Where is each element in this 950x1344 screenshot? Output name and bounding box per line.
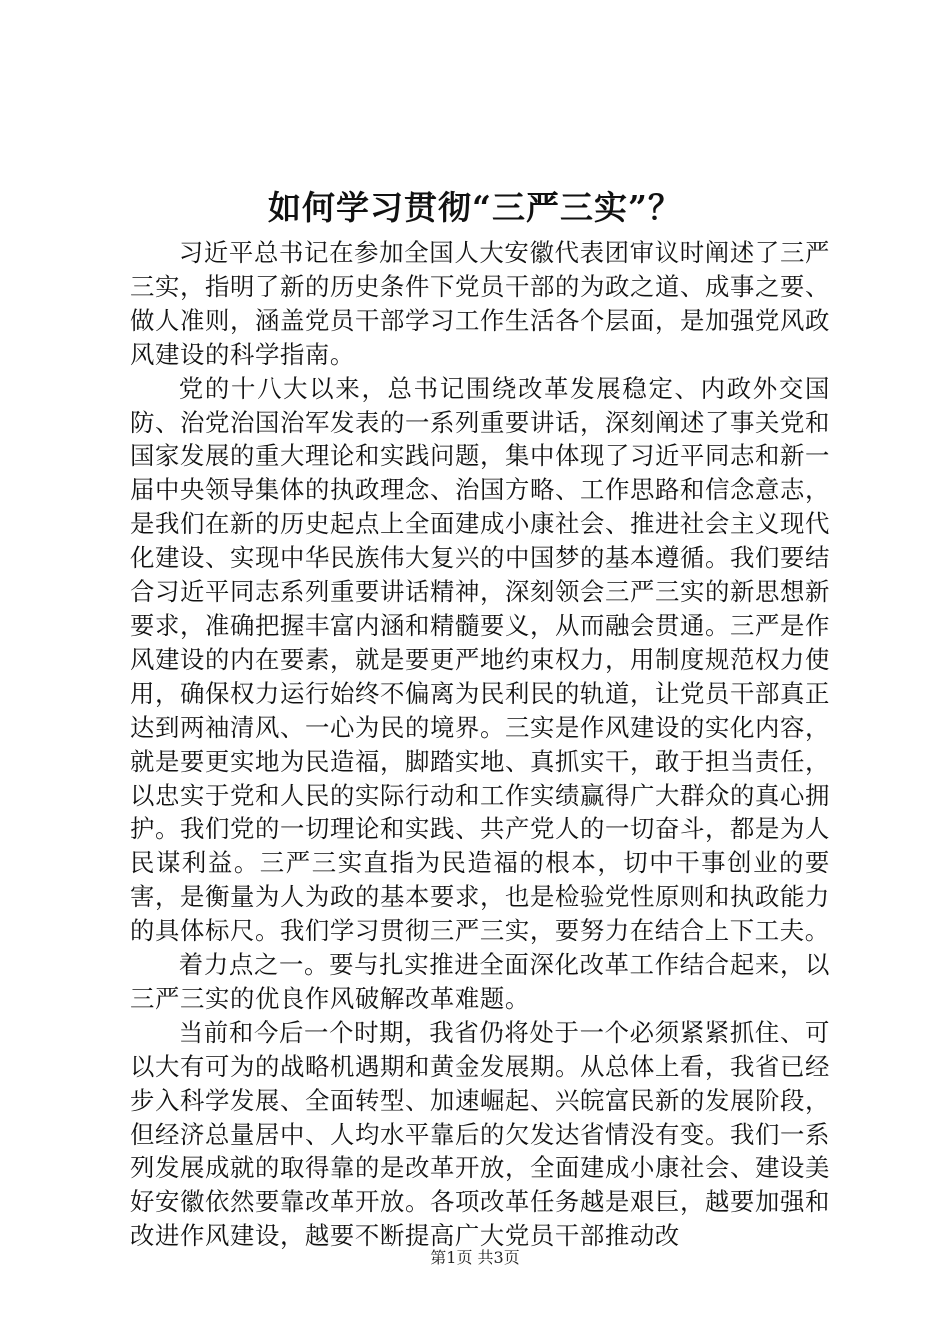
document-body	[130, 236, 830, 1253]
paragraph: 当前和今后一个时期，我省仍将处于一个必须紧紧抓住、可以大有可为的战略机遇期和黄金发展期。从总体上看，我省已经步入科学发展、全面转型、加速崛起、兴皖富民新的发展阶段，但经济总量居中、人均水平靠后的欠发达省情没有变。我们一系列发展成就的取得靠的是改革开放，全面建成小康社会、建设美好安徽依然要靠改革开放。各项改革任务越是艰巨，越要加强和改进作风建设，越要不断提高广大党员干部推动改	[130, 1017, 830, 1251]
paragraph: 习近平总书记在参加全国人大安徽代表团审议时阐述了三严三实，指明了新的历史条件下党员干部的为政之道、成事之要、做人准则，涵盖党员干部学习工作生活各个层面，是加强党风政风建设的科学指南。	[130, 238, 830, 369]
paragraph: 党的十八大以来，总书记围绕改革发展稳定、内政外交国防、治党治国治军发表的一系列重要讲话，深刻阐述了事关党和国家发展的重大理论和实践问题，集中体现了习近平同志和新一届中央领导集体的执政理念、治国方略、工作思路和信念意志，是我们在新的历史起点上全面建成小康社会、推进社会主义现代化建设、实现中华民族伟大复兴的中国梦的基本遵循。我们要结合习近平同志系列重要讲话精神，深刻领会三严三实的新思想新要求，准确把握丰富内涵和精髓要义，从而融会贯通。三严是作风建设的内在要素，就是要更严地约束权力，用制度规范权力使用，确保权力运行始终不偏离为民利民的轨道，让党员干部真正达到两袖清风、一心为民的境界。三实是作风建设的实化内容，就是要更实地为民造福，脚踏实地、真抓实干，敢于担当责任，以忠实于党和人民的实际行动和工作实绩赢得广大群众的真心拥护。我们党的一切理论和实践、共产党人的一切奋斗，都是为人民谋利益。三严三实直指为民造福的根本，切中干事创业的要害，是衡量为人为政的基本要求，也是检验党性原则和执政能力的具体标尺。我们学习贯彻三严三实，要努力在结合上下工夫。	[130, 373, 830, 946]
paragraph: 着力点之一。要与扎实推进全面深化改革工作结合起来，以三严三实的优良作风破解改革难题。	[130, 950, 830, 1013]
page-footer: 第1页 共3页	[430, 1248, 520, 1267]
document-title: 如何学习贯彻“三严三实”？	[268, 188, 682, 227]
